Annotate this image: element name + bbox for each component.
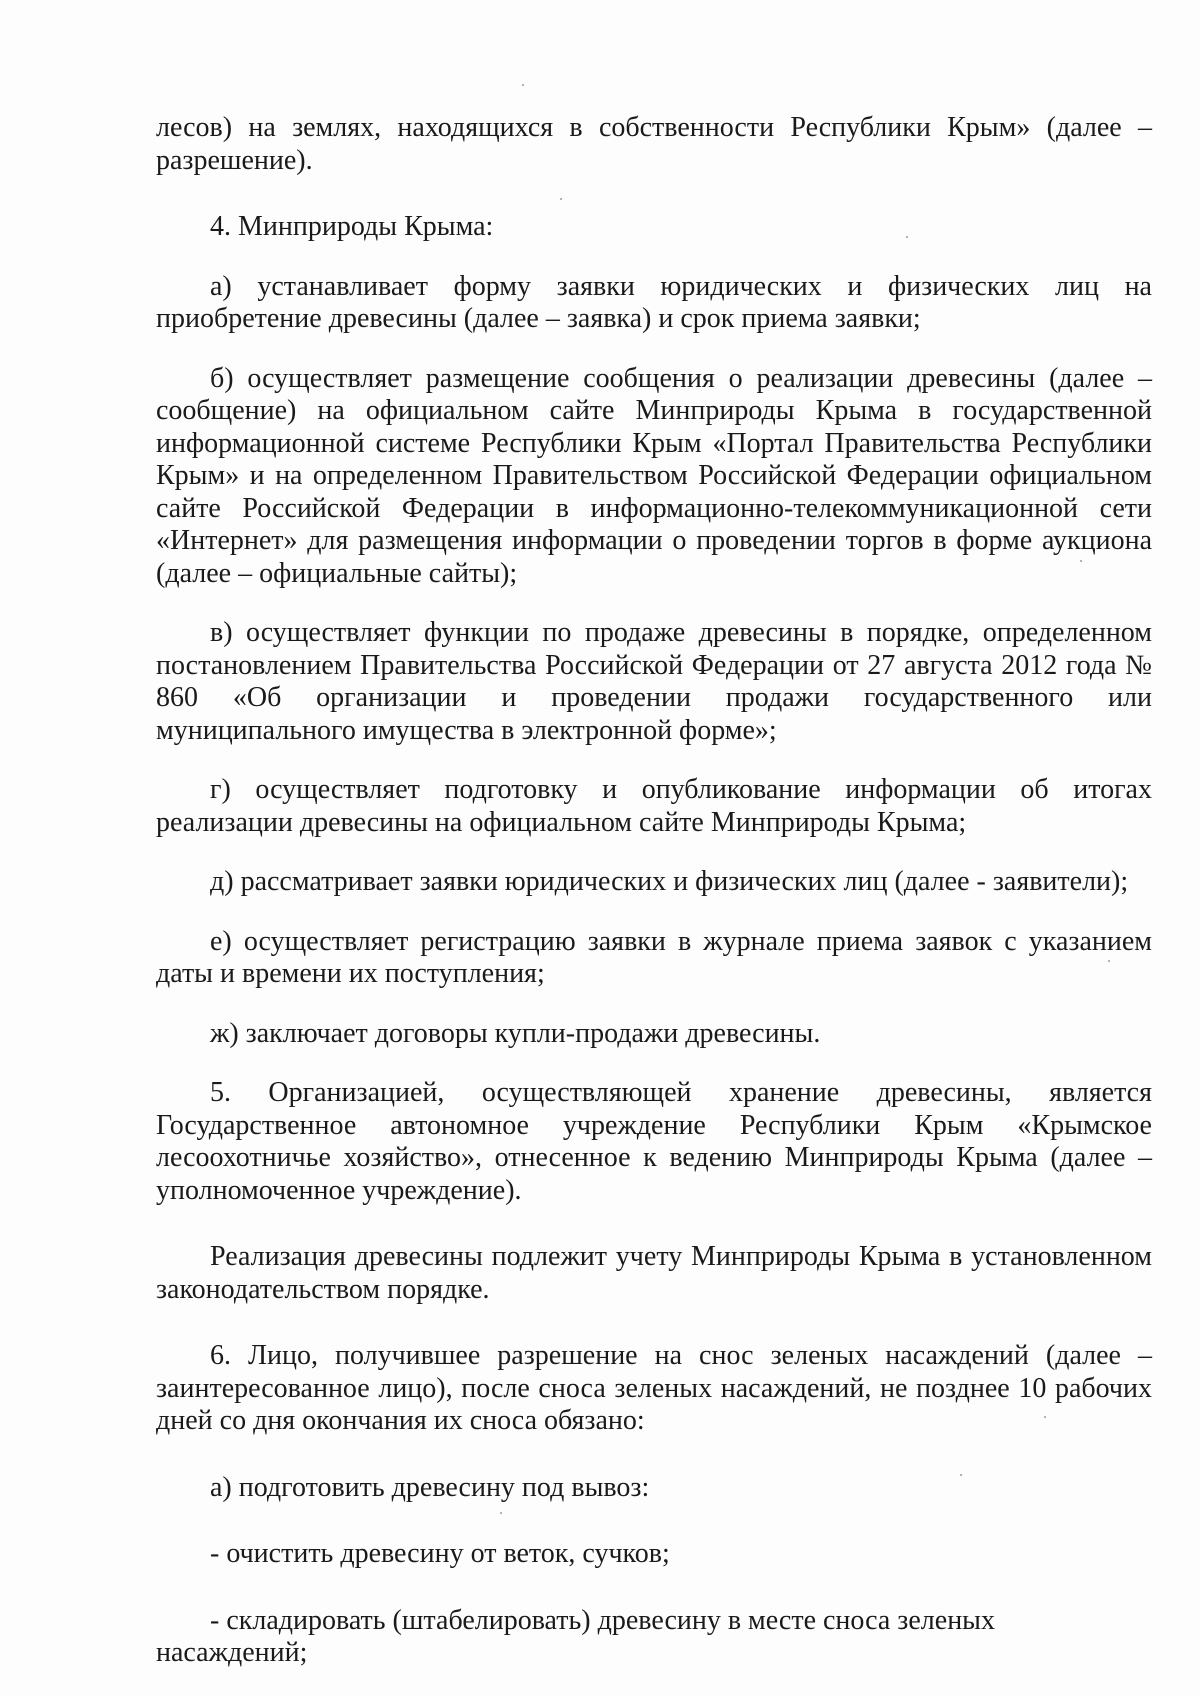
paragraph-item-5: 5. Организацией, осуществляющей хранение древесины, является Государственное автономное учреждение Республики Крым «Крымское лесоохотничье хозяйство», отнесенное к ведению Минприроды Крыма (далее – уполномоченное учреждение). [156,1077,1152,1206]
scan-speck [1108,960,1110,962]
paragraph-continuation: лесов) на землях, находящихся в собственности Республики Крым» (далее – разрешение). [156,112,1152,176]
scan-speck [500,1512,502,1514]
scan-speck [560,198,562,200]
paragraph-6a: а) подготовить древесину под вывоз: [210,1471,650,1503]
paragraph-item-4: 4. Минприроды Крыма: [210,211,494,242]
paragraph-4d: д) рассматривает заявки юридических и физических лиц (далее - заявители); [210,866,1129,897]
scan-speck [522,84,524,86]
scan-speck [960,1474,962,1476]
paragraph-4v: в) осуществляет функции по продаже древесины в порядке, определенном постановлением Правительства Российской Федерации от 27 августа 2012 года № 860 «Об организации и проведении продажи государственного или муниципального имущества в электронной форме»; [156,617,1152,746]
paragraph-4a: а) устанавливает форму заявки юридических и физических лиц на приобретение древесины (далее – заявка) и срок приема заявки; [156,270,1152,334]
paragraph-4b: б) осуществляет размещение сообщения о реализации древесины (далее – сообщение) на официальном сайте Минприроды Крыма в государственной информационной системе Республики Крым «Портал Правительства Республики Крым» и на определенном Правительством Российской Федерации официальном сайте Российской Федерации в информационно-телекоммуникационной сети «Интернет» для размещения информации о проведении торгов в форме аукциона (далее – официальные сайты); [156,362,1152,589]
scan-speck [906,236,908,238]
scan-speck [1044,1416,1046,1418]
paragraph-accounting: Реализация древесины подлежит учету Минприроды Крыма в установленном законодательством порядке. [156,1241,1152,1305]
paragraph-item-6: 6. Лицо, получившее разрешение на снос зеленых насаждений (далее – заинтересованное лицо), после сноса зеленых насаждений, не позднее 10 рабочих дней со дня окончания их сноса обязано: [156,1340,1152,1436]
paragraph-4g: г) осуществляет подготовку и опубликование информации об итогах реализации древесины на официальном сайте Минприроды Крыма; [156,774,1152,838]
document-body [156,112,1152,1670]
paragraph-4e: е) осуществляет регистрацию заявки в журнале приема заявок с указанием даты и времени их поступления; [156,925,1152,989]
paragraph-4zh: ж) заключает договоры купли-продажи древесины. [210,1017,821,1049]
paragraph-6a-dash-1: - очистить древесину от веток, сучков; [210,1538,670,1569]
scan-speck [1080,560,1082,562]
paragraph-6a-dash-2: - складировать (штабелировать) древесину в месте сноса зеленых насаждений; [156,1604,995,1668]
